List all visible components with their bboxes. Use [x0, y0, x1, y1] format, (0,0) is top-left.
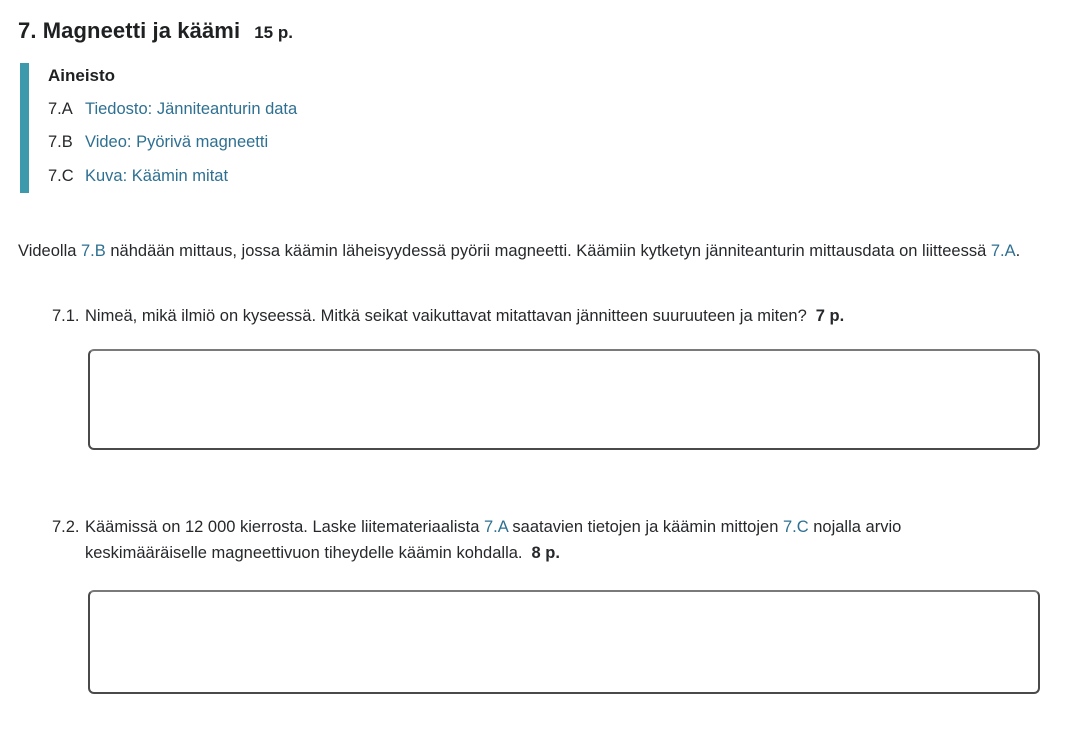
material-item-7b: [48, 134, 1058, 151]
material-label: 7.B: [48, 133, 73, 152]
intro-text: .: [1015, 241, 1021, 260]
answer-field-7-2[interactable]: [88, 590, 1040, 694]
material-label: 7.C: [48, 166, 74, 185]
material-link-coil-dimensions-image[interactable]: Kuva: Käämin mitat: [85, 166, 229, 185]
inline-link-7b[interactable]: 7.B: [81, 241, 106, 260]
materials-heading: Aineisto: [48, 66, 116, 85]
intro-paragraph: [18, 237, 1030, 265]
answer-field-7-1[interactable]: [88, 349, 1040, 450]
materials-panel: [20, 63, 1058, 193]
material-item-7c: [48, 168, 1058, 185]
question-7-2: [52, 514, 1058, 567]
question-text-segment: nojalla arvio keskimääräiselle magneettivuon tiheydelle käämin kohdalla.: [85, 517, 902, 563]
question-7-1: [52, 303, 1058, 329]
inline-link-7a[interactable]: 7.A: [990, 241, 1016, 260]
question-title-row: [18, 18, 1058, 44]
inline-link-7c[interactable]: 7.C: [782, 517, 809, 536]
material-link-rotating-magnet-video[interactable]: Video: Pyörivä magneetti: [85, 133, 269, 152]
material-item-7a: [48, 101, 1058, 118]
question-title: 7. Magneetti ja käämi: [18, 18, 241, 43]
question-points: 7 p.: [815, 307, 845, 326]
question-total-points: 15 p.: [254, 23, 293, 42]
question-points: 8 p.: [531, 544, 560, 563]
question-number: 7.2.: [52, 517, 80, 536]
material-label: 7.A: [48, 100, 73, 118]
question-text-segment: saatavien tietojen ja käämin mittojen: [507, 517, 783, 536]
question-text-segment: Nimeä, mikä ilmiö on kyseessä. Mitkä seikat vaikuttavat mitattavan jännitteen suuruuteen ja miten?: [85, 307, 807, 326]
intro-text: Videolla: [18, 241, 81, 260]
material-link-voltage-sensor-data[interactable]: Tiedosto: Jänniteanturin data: [85, 100, 298, 118]
inline-link-7a[interactable]: 7.A: [483, 517, 508, 536]
question-text-segment: Käämissä on 12 000 kierrosta. Laske liitemateriaalista: [85, 517, 484, 536]
question-number: 7.1.: [52, 307, 80, 326]
question-text: [85, 303, 1005, 329]
intro-text: nähdään mittaus, jossa käämin läheisyydessä pyörii magneetti. Käämiin kytketyn jänniteanturin mittausdata on liitteessä: [105, 241, 991, 260]
question-text: [85, 514, 1005, 567]
